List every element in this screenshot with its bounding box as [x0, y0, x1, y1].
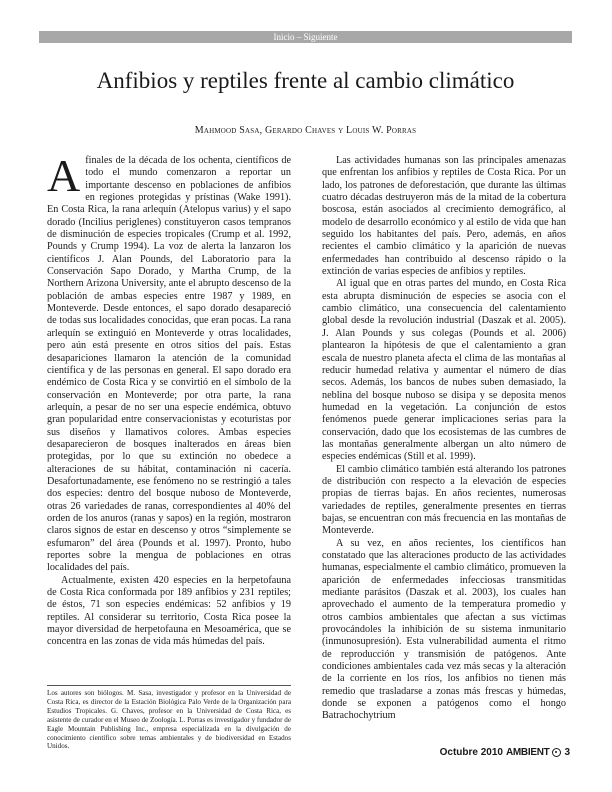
- right-paragraph-2: Al igual que en otras partes del mundo, en Costa Rica esta abrupta disminución de especies se asocia con el cambio climático, una consecuencia del calentamiento global desde la revolución industrial (Daszak et al. 2005). J. Alan Pounds y sus colegas (Pounds et al. 2006) plantearon la hipótesis de que el calentamiento a gran escala de nuestro planeta afecta el clima de las montañas al reducir humedad relativa y aumentar el número de días secos. Además, los bancos de nubes suben demasiado, la neblina del bosque nuboso se disipa y se deposita menos humedad en la vegetación. La conjunción de estos fenómenos puede generar implicaciones serias para la conservación, dado que los ecosistemas de las cumbres de las montañas generalmente albergan un alto número de especies endémicas (Still et al. 1999).: [322, 278, 566, 463]
- right-paragraph-1: Las actividades humanas son las principales amenazas que enfrentan los anfibios y reptiles de Costa Rica. Por un lado, los patrones de deforestación, que durante las últimas cuatro décadas destruyeron más de la mitad de la cobertura boscosa, están asociados al crecimiento demográfico, al modelo de desarrollo económico y al estilo de vida que han seguido los habitantes del país. Pero, además, en años recientes el cambio climático y la aparición de nuevas enfermedades han contribuido al descenso rápido o la extinción de varias especies de anfibios y reptiles.: [322, 155, 566, 278]
- right-column: [322, 155, 566, 723]
- nav-inicio-link[interactable]: Inicio: [273, 32, 295, 42]
- article-title: Anfibios y reptiles frente al cambio climático: [96, 68, 515, 93]
- nav-links: [39, 30, 572, 44]
- brand-logo-icon: [552, 748, 561, 757]
- nav-separator: –: [294, 32, 304, 42]
- page-footer: [440, 747, 570, 758]
- top-nav-bar: [39, 31, 572, 43]
- author-footnote: Los autores son biólogos. M. Sasa, investigador y profesor en la Universidad de Costa Rica, es director de la Estación Biológica Palo Verde de la Organización para Estudios Tropicales. G. Chaves, profesor en la Universidad de Costa Rica, es asistente de curador en el Museo de Zoología. L. Porras es investigador y fundador de Eagle Mountain Publishing Inc., empresa especializada en la divulgación de conocimiento científico sobre temas ambientales y de biodiversidad en Estados Unidos.: [47, 689, 291, 751]
- page-number: 3: [564, 747, 570, 758]
- right-paragraph-3: El cambio climático también está alterando los patrones de distribución con respecto a la elevación de especies propias de tierras bajas. En años recientes, numerosas variedades de reptiles, generalmente presentes en tierras bajas, se encuentran con más frecuencia en las montañas de Monteverde.: [322, 463, 566, 537]
- drop-cap: A: [47, 150, 81, 201]
- magazine-brand: AMBIENT: [505, 747, 550, 758]
- nav-siguiente-link[interactable]: Siguiente: [303, 32, 338, 42]
- left-column: [47, 150, 291, 649]
- footnote-divider: [47, 685, 291, 686]
- article-authors: Mahmood Sasa, Gerardo Chaves y Louis W. Porras: [194, 125, 417, 136]
- left-paragraph-1-text: finales de la década de los ochenta, científicos de todo el mundo comenzaron a reportar un importante descenso en poblaciones de anfibios en regiones protegidas y prístinas (Wake 1991). En Costa Rica, la rana arlequín (Atelopus varius) y el sapo dorado (Incilius periglenes) constituyeron casos tempranos de disminución de especies tropicales (Crump et al. 1992, Pounds y Crump 1994). La voz de alerta la lanzaron los científicos J. Alan Pounds, del Laboratorio para la Conservación Sapo Dorado, y Martha Crump, de la Northern Arizona University, ante el abrupto descenso de la población de ambas especies entre 1987 y 1989, en Monteverde. Desde entonces, el sapo dorado desapareció de todas sus localidades conocidas, que eran pocas. La rana arlequín se extinguió en Monteverde y otras localidades, pero aún está presente en otros sitios del país. Estas desapariciones llamaron la atención de la comunidad científica y de las personas en general. El sapo dorado era endémico de Costa Rica y se convirtió en el símbolo de la conservación en Monteverde; por otra parte, la rana arlequín, a pesar de no ser una especie endémica, obtuvo gran popularidad entre conservacionistas y ecoturistas por sus diseños y llamativos colores. Ambas especies desaparecieron de bosques inalterados en áreas bien protegidas, por lo que su extinción no obedece a alteraciones de su hábitat, contaminación ni cacería. Desafortunadamente, ese fenómeno no se restringió a tales dos especies: dentro del bosque nuboso de Monteverde, otras 26 variedades de ranas, correspondientes al 40% del orden de los anuros (ranas y sapos) en la región, mostraron claros signos de estar en descenso y otros “simplemente se esfumaron” del área (Pounds et al. 1997). Pronto, hubo reportes sobre la mengua de poblaciones en otras localidades del país.: [47, 155, 291, 574]
- right-paragraph-4: A su vez, en años recientes, los científicos han constatado que las alteraciones producto de las actividades humanas, especialmente el cambio climático, promueven la aparición de enfermedades infecciosas transmitidas mediante parásitos (Daszak et al. 2003), los cuales han aprovechado el aumento de la temperatura promedio y otros cambios ambientales que afectan a sus víctimas provocándoles la inhibición de su sistema inmunitario (inmunosupresión). Esta vulnerabilidad aumenta el ritmo de reproducción y transmisión de patógenos. Ante condiciones ambientales cada vez más secas y la alteración de la corriente en los ríos, los anfibios no tienen más remedio que trasladarse a zonas más frescas y húmedas, donde se exponen a patógenos como el hongo Batrachochytrium: [322, 537, 566, 722]
- left-paragraph-2: Actualmente, existen 420 especies en la herpetofauna de Costa Rica conformada por 189 anfibios y 231 reptiles; de éstos, 71 son especies endémicas: 52 anfibios y 19 reptiles. Al considerar su territorio, Costa Rica posee la mayor diversidad de herpetofauna en Mesoamérica, que se concentra en las zonas de vida más húmedas del país.: [47, 574, 291, 648]
- issue-date: Octubre 2010: [439, 747, 503, 758]
- left-paragraph-1: [47, 150, 291, 575]
